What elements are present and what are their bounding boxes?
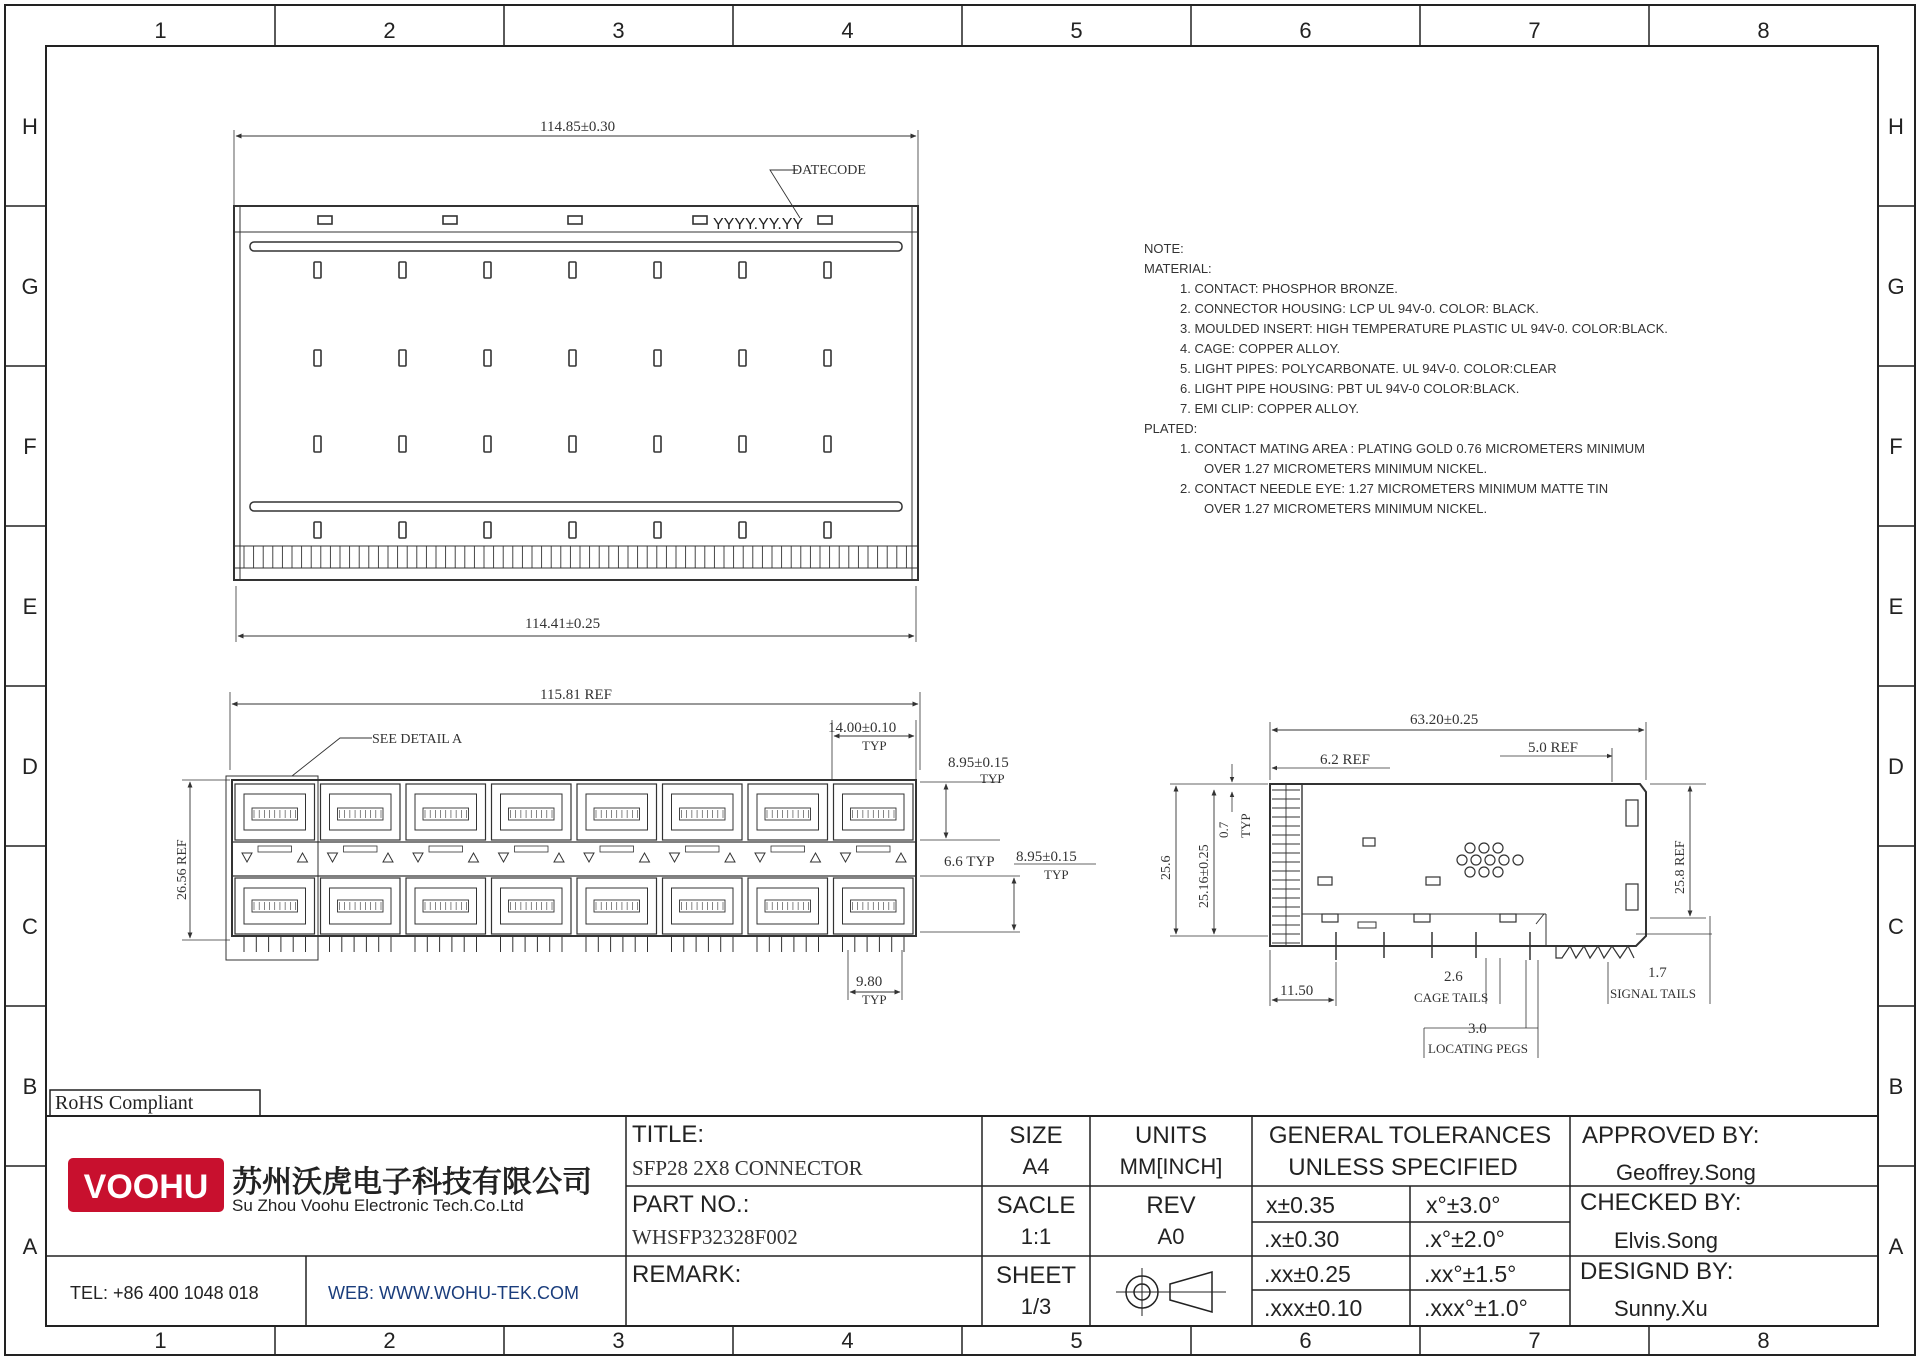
tel: TEL: +86 400 1048 018 xyxy=(70,1283,259,1303)
front-port-led-down xyxy=(328,853,338,862)
material-line: 4. CAGE: COPPER ALLOY. xyxy=(1180,341,1341,356)
checked-value: Elvis.Song xyxy=(1614,1228,1718,1253)
company-name-cn: 苏州沃虎电子科技有限公司 xyxy=(232,1166,592,1199)
frame-column-label: 2 xyxy=(383,18,396,43)
side-ref-right: 5.0 REF xyxy=(1528,740,1579,756)
see-detail-a: SEE DETAIL A xyxy=(372,732,463,747)
front-port-latch xyxy=(771,846,805,852)
frame-row-label: C xyxy=(1888,914,1904,939)
material-line: 3. MOULDED INSERT: HIGH TEMPERATURE PLASTIC UL 94V-0. COLOR:BLACK. xyxy=(1180,321,1668,336)
remark-label: REMARK: xyxy=(632,1261,742,1288)
top-view-slot xyxy=(484,262,491,278)
top-view-slot xyxy=(569,350,576,366)
side-view-lightpipe-holes xyxy=(1457,843,1523,877)
top-view-window xyxy=(318,216,332,224)
sheet-label: SHEET xyxy=(995,1262,1077,1289)
projection-symbol-icon xyxy=(1116,1268,1226,1316)
side-lightpipe-hole xyxy=(1479,867,1489,877)
top-view-slot xyxy=(484,436,491,452)
frame-row-label: G xyxy=(21,274,39,299)
side-lightpipe-hole xyxy=(1513,855,1523,865)
frame-row-label: G xyxy=(1887,274,1905,299)
part-value: WHSFP32328F002 xyxy=(632,1225,798,1249)
company-name-en: Su Zhou Voohu Electronic Tech.Co.Ltd xyxy=(232,1196,524,1215)
logo-text: VOOHU xyxy=(83,1168,209,1206)
rev-value: A0 xyxy=(1157,1224,1185,1249)
frame-column-label: 7 xyxy=(1528,18,1541,43)
plated-heading: PLATED: xyxy=(1144,421,1198,436)
frame-zone-labels xyxy=(21,18,1904,1353)
front-port-led-up xyxy=(640,853,650,862)
rev-label: REV xyxy=(1146,1192,1196,1219)
tolerance-linear: x±0.35 xyxy=(1266,1192,1335,1218)
top-view-teeth xyxy=(244,546,906,568)
top-view-slot xyxy=(314,350,321,366)
top-base-width: 114.41±0.25 xyxy=(525,616,601,632)
top-view-window xyxy=(818,216,832,224)
tolerance-linear: .x±0.30 xyxy=(1264,1226,1340,1252)
tolerance-linear: .xxx±0.10 xyxy=(1264,1295,1363,1321)
side-lightpipe-hole xyxy=(1499,855,1509,865)
tolerance-angular: .xxx°±1.0° xyxy=(1424,1295,1528,1321)
front-port-height-2: 8.95±0.15 xyxy=(1016,849,1077,865)
top-overall-width: 114.85±0.30 xyxy=(540,119,616,135)
designed-value: Sunny.Xu xyxy=(1614,1296,1708,1321)
front-view xyxy=(182,692,1096,1000)
front-height-ref: 26.56 REF xyxy=(175,839,190,900)
top-view-slot xyxy=(739,436,746,452)
front-view-ports xyxy=(235,784,913,934)
material-line: 2. CONNECTOR HOUSING: LCP UL 94V-0. COLOR: BLACK. xyxy=(1180,301,1539,316)
front-port-led-down xyxy=(499,853,509,862)
frame-row-label: A xyxy=(1888,1234,1904,1259)
part-label: PART NO.: xyxy=(632,1191,750,1218)
top-view-slot xyxy=(399,262,406,278)
title-label: TITLE: xyxy=(632,1121,705,1148)
side-height-ref: 25.8 REF xyxy=(1673,840,1688,894)
side-ref-left: 6.2 REF xyxy=(1320,752,1371,768)
locating-pegs-label: LOCATING PEGS xyxy=(1428,1041,1529,1056)
front-tail-pitch: 9.80 xyxy=(856,974,883,990)
top-view-slot xyxy=(654,350,661,366)
locating-pegs-value: 3.0 xyxy=(1468,1021,1487,1037)
frame-zone-ticks xyxy=(5,5,1915,1355)
web: WEB: WWW.WOHU-TEK.COM xyxy=(328,1283,579,1303)
tolerance-heading-1: GENERAL TOLERANCES xyxy=(1268,1122,1552,1149)
cage-tails-label: CAGE TAILS xyxy=(1414,990,1489,1005)
top-view-slot xyxy=(824,262,831,278)
side-view xyxy=(1170,722,1712,1058)
front-port-led-down xyxy=(841,853,851,862)
front-pitch: 14.00±0.10 xyxy=(828,720,897,736)
top-view-slot xyxy=(654,436,661,452)
units-value: MM[INCH] xyxy=(1119,1154,1223,1179)
frame-row-label: H xyxy=(22,114,38,139)
top-view-slot xyxy=(824,522,831,538)
frame-row-label: B xyxy=(1888,1074,1904,1099)
cage-tails-value: 2.6 xyxy=(1444,969,1463,985)
side-length: 63.20±0.25 xyxy=(1410,712,1479,728)
front-port-latch xyxy=(600,846,634,852)
front-port-latch xyxy=(515,846,549,852)
front-port-led-up xyxy=(469,853,479,862)
top-view-slot xyxy=(399,350,406,366)
top-view-slot xyxy=(569,436,576,452)
size-value: A4 xyxy=(1022,1154,1050,1179)
title-value: SFP28 2X8 CONNECTOR xyxy=(632,1156,863,1180)
front-tail-pitch-typ: TYP xyxy=(862,992,887,1007)
frame-column-label: 7 xyxy=(1528,1328,1541,1353)
designed-label: DESIGND BY: xyxy=(1580,1258,1734,1285)
front-view-pins xyxy=(244,936,904,952)
top-view-slot xyxy=(484,522,491,538)
approved-value: Geoffrey.Song xyxy=(1616,1160,1756,1185)
drawing-frame xyxy=(5,5,1915,1355)
top-view-slot xyxy=(314,436,321,452)
material-line: 7. EMI CLIP: COPPER ALLOY. xyxy=(1180,401,1359,416)
units-label: UNITS xyxy=(1135,1122,1207,1149)
top-view-window xyxy=(693,216,707,224)
notes xyxy=(1144,241,1668,516)
checked-label: CHECKED BY: xyxy=(1580,1189,1742,1216)
plated-line: OVER 1.27 MICROMETERS MINIMUM NICKEL. xyxy=(1204,461,1488,476)
frame-row-label: E xyxy=(22,594,38,619)
front-port-led-down xyxy=(242,853,252,862)
tolerance-angular: .xx°±1.5° xyxy=(1424,1261,1517,1287)
front-ref-width: 115.81 REF xyxy=(540,687,612,703)
frame-row-label: D xyxy=(22,754,38,779)
top-view-slot xyxy=(739,262,746,278)
frame-row-label: E xyxy=(1888,594,1904,619)
tolerance-linear: .xx±0.25 xyxy=(1264,1261,1351,1287)
size-label: SIZE xyxy=(1009,1122,1063,1149)
material-heading: MATERIAL: xyxy=(1144,261,1212,276)
material-line: 6. LIGHT PIPE HOUSING: PBT UL 94V-0 COLOR:BLACK. xyxy=(1180,381,1520,396)
frame-row-label: A xyxy=(22,1234,38,1259)
front-port-latch xyxy=(429,846,463,852)
company-logo xyxy=(68,1158,224,1212)
front-port-latch xyxy=(258,846,292,852)
rohs-label: RoHS Compliant xyxy=(55,1092,194,1114)
frame-column-label: 6 xyxy=(1299,18,1312,43)
front-port-led-up xyxy=(554,853,564,862)
side-height-body: 25.16±0.25 xyxy=(1197,844,1212,908)
top-view-slot xyxy=(484,350,491,366)
frame-column-label: 8 xyxy=(1757,1328,1770,1353)
frame-column-label: 1 xyxy=(154,1328,167,1353)
frame-column-label: 8 xyxy=(1757,18,1770,43)
signal-tails-label: SIGNAL TAILS xyxy=(1610,986,1696,1001)
front-port-led-up xyxy=(383,853,393,862)
frame-column-label: 2 xyxy=(383,1328,396,1353)
top-view-slot xyxy=(569,522,576,538)
side-lip: 0.7 xyxy=(1216,821,1231,838)
frame-column-label: 5 xyxy=(1070,1328,1083,1353)
frame-column-label: 6 xyxy=(1299,1328,1312,1353)
tolerance-angular: .x°±2.0° xyxy=(1424,1226,1505,1252)
front-port-led-up xyxy=(896,853,906,862)
top-view-slots xyxy=(314,216,832,538)
top-view-slot xyxy=(739,522,746,538)
top-view-slot xyxy=(824,350,831,366)
front-gap: 6.6 TYP xyxy=(944,854,995,870)
signal-tails-value: 1.7 xyxy=(1648,965,1667,981)
frame-column-label: 4 xyxy=(841,18,854,43)
top-view-base-dim xyxy=(236,586,916,642)
sheet-value: 1/3 xyxy=(1020,1294,1052,1319)
top-view-slot xyxy=(314,522,321,538)
side-lightpipe-hole xyxy=(1465,867,1475,877)
front-port-led-up xyxy=(725,853,735,862)
front-port-height-1-typ: TYP xyxy=(980,771,1005,786)
frame-row-label: D xyxy=(1888,754,1904,779)
frame-column-label: 5 xyxy=(1070,18,1083,43)
top-view-window xyxy=(443,216,457,224)
top-view-slot xyxy=(654,262,661,278)
front-port-latch xyxy=(686,846,720,852)
side-view-connector-face xyxy=(1272,784,1300,946)
frame-column-label: 4 xyxy=(841,1328,854,1353)
front-pitch-typ: TYP xyxy=(862,738,887,753)
front-port-latch xyxy=(857,846,891,852)
side-height-total: 25.6 xyxy=(1159,855,1174,880)
tolerance-heading-2: UNLESS SPECIFIED xyxy=(1288,1154,1518,1181)
datecode-value: YYYY.YY.YY xyxy=(713,216,804,233)
approved-label: APPROVED BY: xyxy=(1582,1122,1760,1149)
side-lip-typ: TYP xyxy=(1238,813,1253,838)
frame-row-label: C xyxy=(22,914,38,939)
front-port-led-down xyxy=(670,853,680,862)
side-lightpipe-hole xyxy=(1465,843,1475,853)
top-view-slot xyxy=(739,350,746,366)
top-view-slot xyxy=(654,522,661,538)
tolerance-angular: x°±3.0° xyxy=(1426,1192,1501,1218)
notes-heading: NOTE: xyxy=(1144,241,1184,256)
front-port-led-down xyxy=(755,853,765,862)
frame-column-label: 1 xyxy=(154,18,167,43)
side-tail-offset: 11.50 xyxy=(1280,983,1314,999)
material-line: 1. CONTACT: PHOSPHOR BRONZE. xyxy=(1180,281,1398,296)
front-port-led-down xyxy=(413,853,423,862)
side-lightpipe-hole xyxy=(1457,855,1467,865)
frame-row-label: F xyxy=(23,434,37,459)
frame-column-label: 3 xyxy=(612,1328,625,1353)
front-port-height-2-typ: TYP xyxy=(1044,867,1069,882)
frame-row-label: B xyxy=(22,1074,38,1099)
datecode-label: DATECODE xyxy=(792,163,866,178)
scale-value: 1:1 xyxy=(1020,1224,1052,1249)
plated-line: 2. CONTACT NEEDLE EYE: 1.27 MICROMETERS MINIMUM MATTE TIN xyxy=(1180,481,1609,496)
top-view-slot xyxy=(824,436,831,452)
side-lightpipe-hole xyxy=(1493,843,1503,853)
frame-row-label: F xyxy=(1889,434,1903,459)
frame-column-label: 3 xyxy=(612,18,625,43)
side-lightpipe-hole xyxy=(1493,867,1503,877)
side-lightpipe-hole xyxy=(1479,843,1489,853)
front-port-latch xyxy=(344,846,378,852)
front-port-led-up xyxy=(298,853,308,862)
plated-line: OVER 1.27 MICROMETERS MINIMUM NICKEL. xyxy=(1204,501,1488,516)
scale-label: SACLE xyxy=(996,1192,1076,1219)
top-view-window xyxy=(568,216,582,224)
top-view-slot xyxy=(314,262,321,278)
plated-line: 1. CONTACT MATING AREA : PLATING GOLD 0.76 MICROMETERS MINIMUM xyxy=(1180,441,1645,456)
side-lightpipe-hole xyxy=(1485,855,1495,865)
front-port-height-1: 8.95±0.15 xyxy=(948,755,1009,771)
front-port-led-down xyxy=(584,853,594,862)
top-view-slot xyxy=(569,262,576,278)
top-view-slot xyxy=(399,522,406,538)
top-view-slot xyxy=(399,436,406,452)
material-line: 5. LIGHT PIPES: POLYCARBONATE. UL 94V-0. COLOR:CLEAR xyxy=(1180,361,1557,376)
side-lightpipe-hole xyxy=(1471,855,1481,865)
front-port-led-up xyxy=(811,853,821,862)
frame-row-label: H xyxy=(1888,114,1904,139)
